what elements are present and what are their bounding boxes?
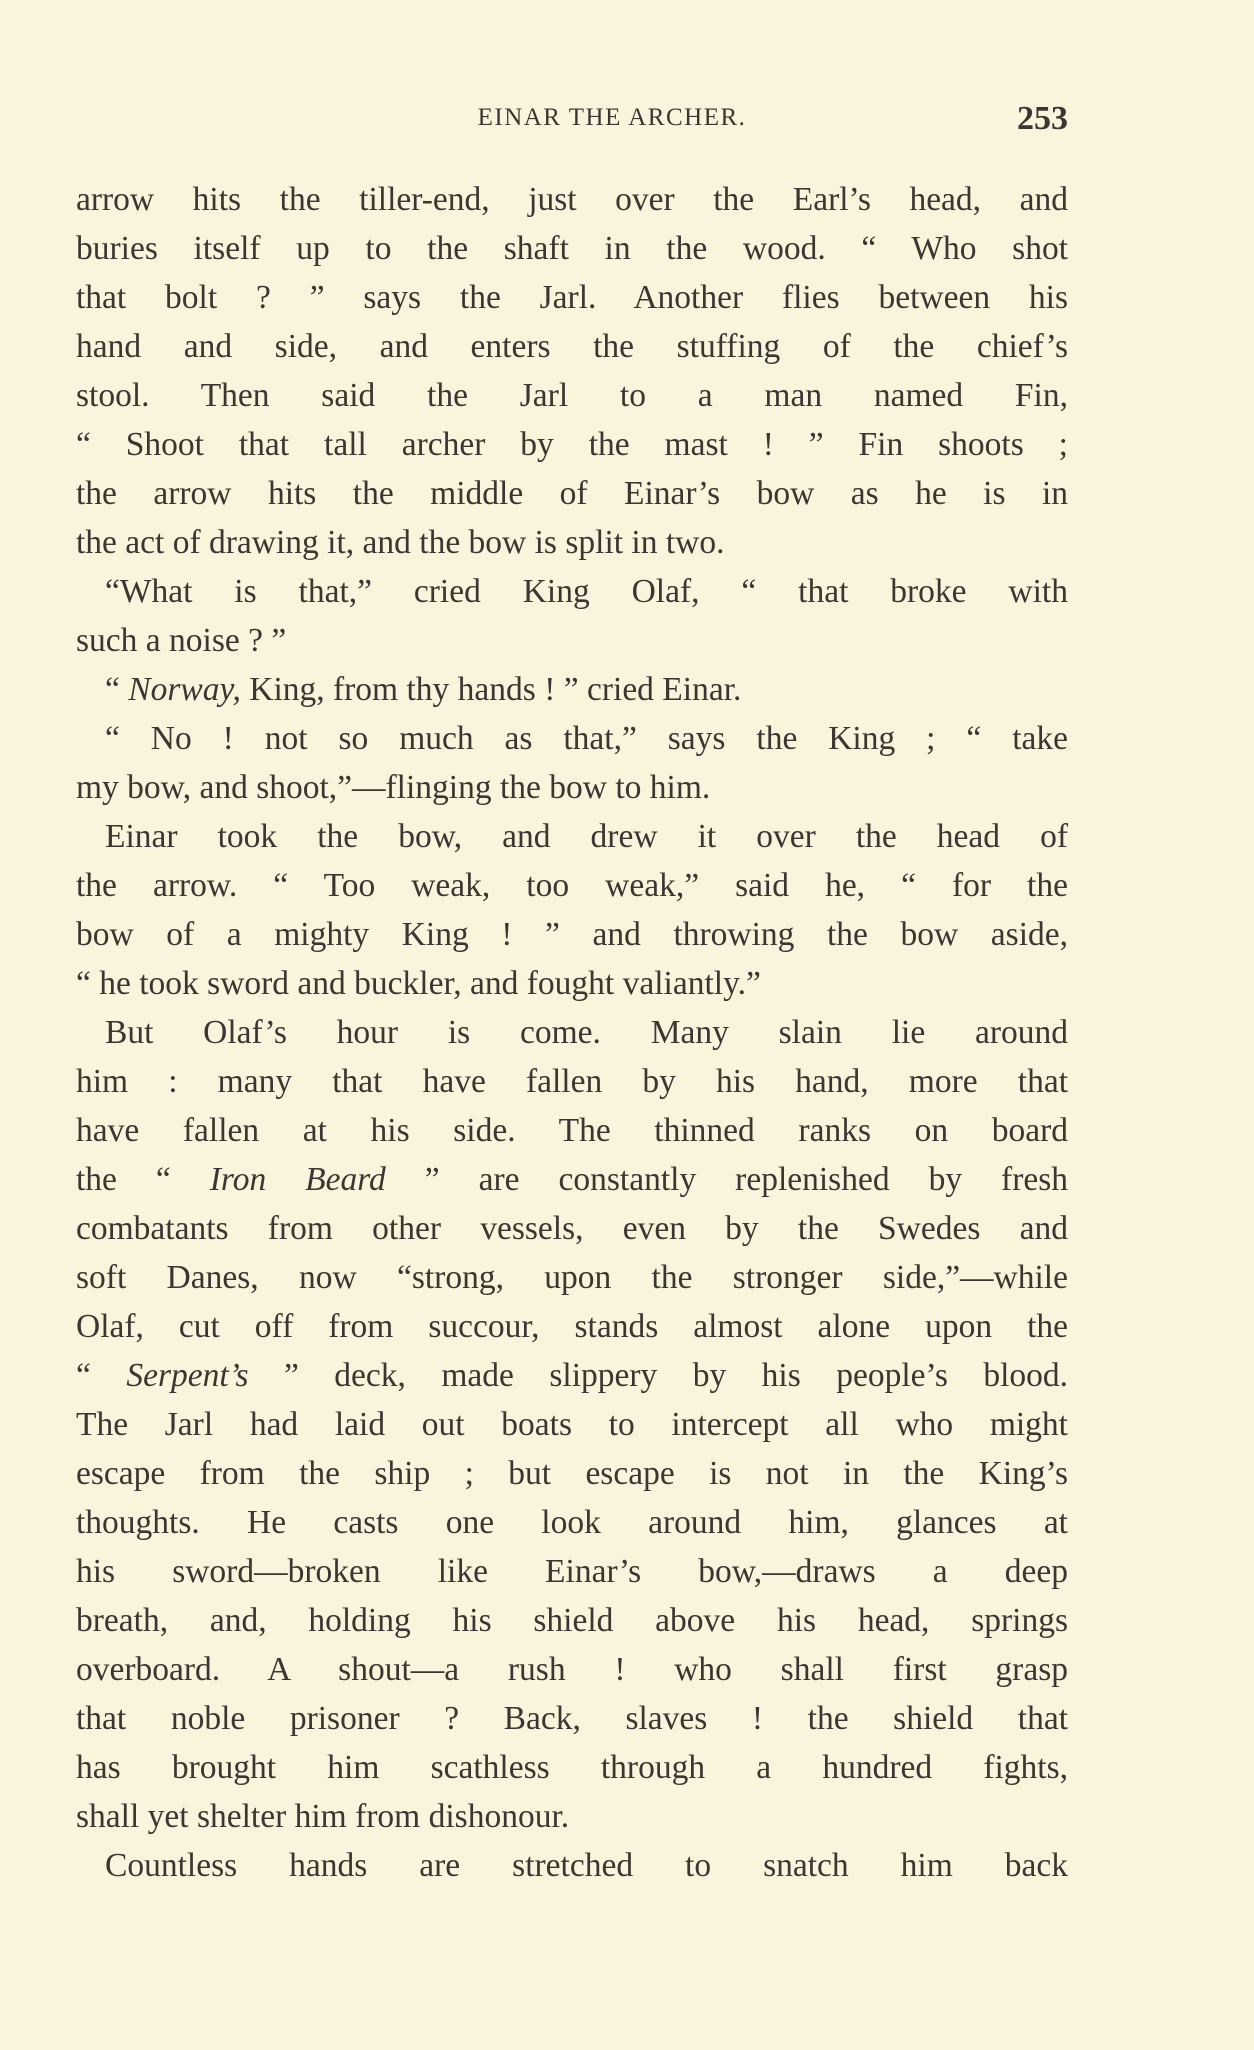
chapter-title: EINAR THE ARCHER.: [477, 104, 747, 131]
text-span: combatants from other vessels, even by the Swedes and: [76, 1210, 1068, 1247]
text-line: [76, 1400, 1068, 1449]
text-span: arrow hits the tiller-end, just over the Earl’s head, and: [76, 181, 1068, 218]
running-header: [76, 100, 1068, 140]
text-span: my bow, and shoot,”—flinging the bow to him.: [76, 769, 711, 806]
text-span: soft Danes, now “strong, upon the stronger side,”—while: [76, 1259, 1068, 1296]
text-line: [76, 518, 1068, 567]
text-span: “: [76, 1357, 127, 1394]
text-span: shall yet shelter him from dishonour.: [76, 1798, 570, 1835]
text-line: [76, 910, 1068, 959]
text-line: [76, 1155, 1068, 1204]
text-line: [76, 1253, 1068, 1302]
text-line: [76, 1204, 1068, 1253]
text-span: such a noise ? ”: [76, 622, 287, 659]
text-span: the act of drawing it, and the bow is split in two.: [76, 524, 725, 561]
text-line: [76, 959, 1068, 1008]
text-span: ” are constantly replenished by fresh: [385, 1161, 1069, 1198]
text-span: the “: [76, 1161, 210, 1198]
text-span: the arrow hits the middle of Einar’s bow as he is in: [76, 475, 1068, 512]
text-line: [76, 861, 1068, 910]
body-text: [76, 175, 1068, 1890]
text-span: “ No ! not so much as that,” says the King ; “ take: [105, 720, 1068, 757]
text-span: The Jarl had laid out boats to intercept all who might: [76, 1406, 1068, 1443]
text-line: [76, 1106, 1068, 1155]
text-line: [76, 1008, 1068, 1057]
text-line: [76, 763, 1068, 812]
text-span: the arrow. “ Too weak, too weak,” said he, “ for the: [76, 867, 1068, 904]
text-span: buries itself up to the shaft in the wood. “ Who shot: [76, 230, 1068, 267]
text-span: “ he took sword and buckler, and fought valiantly.”: [76, 965, 761, 1002]
text-span: breath, and, holding his shield above his head, springs: [76, 1602, 1068, 1639]
text-span: have fallen at his side. The thinned ranks on board: [76, 1112, 1068, 1149]
text-span: “What is that,” cried King Olaf, “ that broke with: [105, 573, 1068, 610]
text-span: Countless hands are stretched to snatch him back: [105, 1847, 1068, 1884]
text-span: that noble prisoner ? Back, slaves ! the shield that: [76, 1700, 1068, 1737]
text-line: [76, 469, 1068, 518]
text-line: [76, 616, 1068, 665]
text-line: [76, 1596, 1068, 1645]
text-span: “: [105, 671, 129, 708]
text-line: [76, 665, 1068, 714]
italic-text: Norway,: [128, 671, 241, 708]
text-span: Einar took the bow, and drew it over the head of: [105, 818, 1068, 855]
text-span: that bolt ? ” says the Jarl. Another flies between his: [76, 279, 1068, 316]
text-line: [76, 1351, 1068, 1400]
text-span: has brought him scathless through a hundred fights,: [76, 1749, 1068, 1786]
text-span: bow of a mighty King ! ” and throwing the bow aside,: [76, 916, 1068, 953]
text-span: King, from thy hands ! ” cried Einar.: [240, 671, 742, 708]
text-line: [76, 1743, 1068, 1792]
text-span: Olaf, cut off from succour, stands almost alone upon the: [76, 1308, 1068, 1345]
text-span: him : many that have fallen by his hand, more that: [76, 1063, 1068, 1100]
text-span: hand and side, and enters the stuffing of the chief’s: [76, 328, 1068, 365]
text-span: “ Shoot that tall archer by the mast ! ” Fin shoots ;: [76, 426, 1068, 463]
italic-text: Iron Beard: [209, 1161, 386, 1198]
text-line: [76, 812, 1068, 861]
text-span: his sword—broken like Einar’s bow,—draws a deep: [76, 1553, 1068, 1590]
text-line: [76, 1694, 1068, 1743]
text-line: [76, 175, 1068, 224]
text-line: [76, 1841, 1068, 1890]
text-span: overboard. A shout—a rush ! who shall first grasp: [76, 1651, 1068, 1688]
text-line: [76, 1449, 1068, 1498]
text-line: [76, 1057, 1068, 1106]
text-line: [76, 1302, 1068, 1351]
text-span: thoughts. He casts one look around him, glances at: [76, 1504, 1068, 1541]
text-line: [76, 567, 1068, 616]
text-span: stool. Then said the Jarl to a man named Fin,: [76, 377, 1068, 414]
text-span: escape from the ship ; but escape is not in the King’s: [76, 1455, 1068, 1492]
text-line: [76, 1498, 1068, 1547]
text-line: [76, 322, 1068, 371]
text-line: [76, 714, 1068, 763]
page-number: 253: [1017, 100, 1068, 137]
text-line: [76, 224, 1068, 273]
text-line: [76, 1792, 1068, 1841]
text-line: [76, 1645, 1068, 1694]
text-span: ” deck, made slippery by his people’s blood.: [248, 1357, 1068, 1394]
italic-text: Serpent’s: [126, 1357, 249, 1394]
text-line: [76, 273, 1068, 322]
text-span: But Olaf’s hour is come. Many slain lie around: [105, 1014, 1068, 1051]
text-line: [76, 371, 1068, 420]
text-line: [76, 1547, 1068, 1596]
text-line: [76, 420, 1068, 469]
